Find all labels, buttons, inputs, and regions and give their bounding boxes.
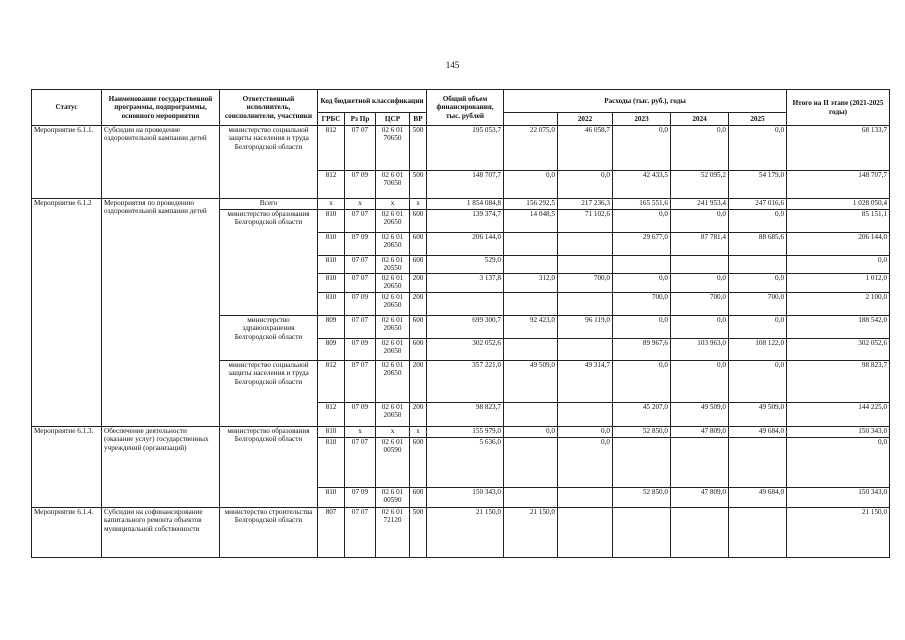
cell-y2025	[729, 256, 787, 274]
cell-grbs: 810	[318, 256, 345, 274]
cell-y2022: 700,0	[558, 274, 613, 293]
cell-vr: 200	[410, 361, 427, 403]
cell-y2021	[504, 403, 558, 427]
header-final: Итого на II этапе (2021-2025 годы)	[787, 90, 890, 126]
cell-y2022	[558, 403, 613, 427]
cell-final: 2 100,0	[787, 293, 890, 316]
cell-final: 148 707,7	[787, 171, 890, 199]
cell-total	[427, 293, 504, 316]
cell-y2025: 0,0	[729, 361, 787, 403]
cell-y2022: 71 102,6	[558, 210, 613, 233]
cell-csr: 02 6 01 00590	[376, 488, 410, 508]
cell-executor: министерство социальной защиты населения и труда Белгородской области	[220, 126, 318, 199]
cell-y2022: 0,0	[558, 427, 613, 438]
cell-csr: 02 6 01 20650	[376, 339, 410, 361]
cell-vr: х	[410, 199, 427, 210]
header-vr: ВР	[410, 113, 427, 126]
cell-y2022: 0,0	[558, 171, 613, 199]
cell-final: 150 343,0	[787, 488, 890, 508]
cell-vr: 600	[410, 233, 427, 256]
cell-total: 5 636,0	[427, 438, 504, 488]
cell-rz: 07 07	[345, 361, 376, 403]
table-row	[32, 508, 890, 558]
table-row	[32, 126, 890, 171]
header-year-blank	[504, 113, 558, 126]
cell-executor: Всего	[220, 199, 318, 210]
cell-y2024: 0,0	[671, 274, 729, 293]
cell-y2023: 0,0	[613, 274, 671, 293]
cell-y2024: 52 095,2	[671, 171, 729, 199]
cell-y2024: 0,0	[671, 361, 729, 403]
cell-y2021: 22 075,0	[504, 126, 558, 171]
cell-y2023: 700,0	[613, 293, 671, 316]
cell-rz: 07 09	[345, 403, 376, 427]
cell-grbs: 810	[318, 488, 345, 508]
cell-y2025: 0,0	[729, 210, 787, 233]
cell-grbs: х	[318, 199, 345, 210]
cell-y2023: 0,0	[613, 126, 671, 171]
cell-vr: 600	[410, 438, 427, 488]
cell-y2024	[671, 256, 729, 274]
cell-rz: 07 07	[345, 316, 376, 339]
cell-total: 3 137,8	[427, 274, 504, 293]
cell-y2021: 92 423,0	[504, 316, 558, 339]
cell-y2024: 103 963,0	[671, 339, 729, 361]
cell-y2021: 49 509,0	[504, 361, 558, 403]
cell-final: 1 012,0	[787, 274, 890, 293]
cell-vr: 500	[410, 126, 427, 171]
cell-rz: 07 07	[345, 438, 376, 488]
cell-executor: министерство строительства Белгородской области	[220, 508, 318, 558]
cell-grbs: 812	[318, 403, 345, 427]
cell-y2021: 0,0	[504, 427, 558, 438]
cell-final: 0,0	[787, 256, 890, 274]
cell-rz: 07 09	[345, 171, 376, 199]
cell-y2024: 0,0	[671, 210, 729, 233]
cell-csr: 02 6 01 20650	[376, 274, 410, 293]
header-2025: 2025	[729, 113, 787, 126]
cell-final: 1 028 050,4	[787, 199, 890, 210]
cell-y2022: 0,0	[558, 438, 613, 488]
cell-y2024: 47 809,0	[671, 427, 729, 438]
cell-final: 150 343,0	[787, 427, 890, 438]
cell-y2023	[613, 438, 671, 488]
cell-rz: 07 07	[345, 256, 376, 274]
cell-vr: 600	[410, 256, 427, 274]
cell-grbs: 809	[318, 339, 345, 361]
cell-y2023: 45 207,0	[613, 403, 671, 427]
cell-y2024: 0,0	[671, 126, 729, 171]
cell-grbs: 809	[318, 316, 345, 339]
header-csr: ЦСР	[376, 113, 410, 126]
cell-csr: 02 6 01 20650	[376, 316, 410, 339]
header-2022: 2022	[558, 113, 613, 126]
cell-total: 139 374,7	[427, 210, 504, 233]
cell-rz: 07 07	[345, 274, 376, 293]
cell-y2023: 0,0	[613, 361, 671, 403]
cell-rz: 07 09	[345, 293, 376, 316]
cell-y2021	[504, 488, 558, 508]
cell-grbs: 810	[318, 233, 345, 256]
cell-vr: 200	[410, 293, 427, 316]
header-name: Наименование государственной программы, подпрограммы, основного мероприятия	[102, 90, 220, 126]
cell-vr: 600	[410, 488, 427, 508]
cell-grbs: 812	[318, 126, 345, 171]
cell-rz: 07 07	[345, 508, 376, 558]
cell-y2022: 96 119,0	[558, 316, 613, 339]
cell-y2021	[504, 293, 558, 316]
cell-y2023	[613, 256, 671, 274]
cell-final: 144 225,0	[787, 403, 890, 427]
cell-y2024: 241 953,4	[671, 199, 729, 210]
cell-csr: 02 6 01 20650	[376, 293, 410, 316]
cell-total: 155 979,0	[427, 427, 504, 438]
cell-y2024	[671, 508, 729, 558]
cell-y2021: 312,0	[504, 274, 558, 293]
cell-rz: 07 09	[345, 339, 376, 361]
cell-vr: 600	[410, 316, 427, 339]
cell-csr: 02 6 01 20650	[376, 403, 410, 427]
cell-vr: 600	[410, 339, 427, 361]
cell-y2022	[558, 293, 613, 316]
cell-grbs: 812	[318, 171, 345, 199]
cell-status: Мероприятие 6.1.1.	[32, 126, 102, 199]
cell-y2025	[729, 438, 787, 488]
header-2023: 2023	[613, 113, 671, 126]
cell-status: Мероприятие 6.1.4.	[32, 508, 102, 558]
budget-table	[31, 89, 890, 558]
cell-y2025: 49 684,0	[729, 427, 787, 438]
cell-final: 21 150,0	[787, 508, 890, 558]
cell-total: 148 707,7	[427, 171, 504, 199]
page-number: 145	[445, 60, 460, 70]
table-row	[32, 199, 890, 210]
cell-vr: 200	[410, 403, 427, 427]
header-rz-pr: Рз Пр	[345, 113, 376, 126]
cell-y2025: 49 509,0	[729, 403, 787, 427]
cell-rz: х	[345, 427, 376, 438]
cell-status: Мероприятие 6.1.2	[32, 199, 102, 427]
cell-csr: 02 6 01 70650	[376, 126, 410, 171]
header-executor: Ответственный исполнитель, соисполнители, участники	[220, 90, 318, 126]
cell-y2021	[504, 233, 558, 256]
cell-y2023: 0,0	[613, 316, 671, 339]
cell-vr: х	[410, 427, 427, 438]
cell-y2022	[558, 339, 613, 361]
cell-y2022	[558, 233, 613, 256]
cell-name: Мероприятия по проведению оздоровительной кампании детей	[102, 199, 220, 427]
cell-grbs: 810	[318, 438, 345, 488]
cell-y2021: 0,0	[504, 171, 558, 199]
cell-grbs: 810	[318, 210, 345, 233]
cell-final: 68 133,7	[787, 126, 890, 171]
cell-y2025: 54 179,0	[729, 171, 787, 199]
cell-final: 0,0	[787, 438, 890, 488]
header-expenses: Расходы (тыс. руб.), годы	[504, 90, 787, 113]
cell-final: 188 542,0	[787, 316, 890, 339]
table-row	[32, 427, 890, 438]
cell-grbs: 812	[318, 361, 345, 403]
cell-vr: 600	[410, 210, 427, 233]
header-2024: 2024	[671, 113, 729, 126]
cell-y2021: 14 048,5	[504, 210, 558, 233]
cell-total: 195 053,7	[427, 126, 504, 171]
header-grbs: ГРБС	[318, 113, 345, 126]
cell-csr: х	[376, 199, 410, 210]
cell-total: 302 052,6	[427, 339, 504, 361]
cell-y2025: 700,0	[729, 293, 787, 316]
cell-y2021: 21 150,0	[504, 508, 558, 558]
cell-csr: 02 6 01 20650	[376, 361, 410, 403]
header-budget-code: Код бюджетной классификации	[318, 90, 427, 113]
cell-y2023: 165 551,6	[613, 199, 671, 210]
cell-y2025	[729, 508, 787, 558]
cell-final: 85 151,1	[787, 210, 890, 233]
cell-rz: 07 07	[345, 210, 376, 233]
cell-name: Субсидии на проведение оздоровительной кампании детей	[102, 126, 220, 199]
cell-total: 150 343,0	[427, 488, 504, 508]
cell-rz: 07 07	[345, 126, 376, 171]
cell-y2025: 49 684,0	[729, 488, 787, 508]
cell-y2023: 29 677,0	[613, 233, 671, 256]
cell-csr: х	[376, 427, 410, 438]
cell-y2025: 0,0	[729, 316, 787, 339]
cell-y2025: 108 122,0	[729, 339, 787, 361]
cell-y2022	[558, 488, 613, 508]
cell-vr: 500	[410, 171, 427, 199]
cell-y2023: 89 967,6	[613, 339, 671, 361]
cell-name: Обеспечение деятельности (оказание услуг) государственных учреждений (организаций)	[102, 427, 220, 508]
cell-grbs: 810	[318, 427, 345, 438]
cell-y2023: 42 433,5	[613, 171, 671, 199]
cell-executor: министерство социальной защиты населения и труда Белгородской области	[220, 361, 318, 427]
cell-csr: 02 6 01 20650	[376, 210, 410, 233]
cell-y2025: 88 685,6	[729, 233, 787, 256]
cell-vr: 200	[410, 274, 427, 293]
cell-total: 529,0	[427, 256, 504, 274]
cell-total: 98 823,7	[427, 403, 504, 427]
cell-final: 98 823,7	[787, 361, 890, 403]
cell-csr: 02 6 01 00590	[376, 438, 410, 488]
cell-status: Мероприятие 6.1.3.	[32, 427, 102, 508]
table-body	[32, 126, 890, 558]
cell-grbs: 810	[318, 274, 345, 293]
cell-grbs: 807	[318, 508, 345, 558]
cell-rz: 07 09	[345, 233, 376, 256]
cell-y2022: 49 314,7	[558, 361, 613, 403]
cell-total: 21 150,0	[427, 508, 504, 558]
cell-y2022	[558, 256, 613, 274]
cell-csr: 02 6 01 72120	[376, 508, 410, 558]
cell-y2025: 247 016,6	[729, 199, 787, 210]
cell-y2021	[504, 256, 558, 274]
cell-csr: 02 6 01 70650	[376, 171, 410, 199]
cell-y2025: 0,0	[729, 126, 787, 171]
cell-y2023: 0,0	[613, 210, 671, 233]
cell-y2024: 0,0	[671, 316, 729, 339]
cell-csr: 02 6 01 20550	[376, 256, 410, 274]
cell-y2024: 87 781,4	[671, 233, 729, 256]
cell-y2022	[558, 508, 613, 558]
cell-total: 1 854 084,8	[427, 199, 504, 210]
cell-y2022: 217 236,3	[558, 199, 613, 210]
cell-executor: министерство здравоохранения Белгородской области	[220, 316, 318, 361]
cell-y2023	[613, 508, 671, 558]
cell-y2022: 46 058,7	[558, 126, 613, 171]
cell-total: 206 144,0	[427, 233, 504, 256]
header-status: Статус	[32, 90, 102, 126]
cell-vr: 500	[410, 508, 427, 558]
cell-rz: 07 09	[345, 488, 376, 508]
cell-total: 357 221,0	[427, 361, 504, 403]
cell-executor: министерство образования Белгородской области	[220, 427, 318, 508]
cell-name: Субсидии на софинансирование капитального ремонта объектов муниципальной собственности	[102, 508, 220, 558]
cell-y2021	[504, 438, 558, 488]
cell-csr: 02 6 01 20650	[376, 233, 410, 256]
cell-y2024	[671, 438, 729, 488]
cell-y2021: 156 292,5	[504, 199, 558, 210]
cell-y2023: 52 850,0	[613, 488, 671, 508]
cell-y2021	[504, 339, 558, 361]
cell-y2023: 52 850,0	[613, 427, 671, 438]
cell-y2024: 47 809,0	[671, 488, 729, 508]
cell-y2024: 700,0	[671, 293, 729, 316]
cell-executor: министерство образования Белгородской области	[220, 210, 318, 316]
cell-total: 699 300,7	[427, 316, 504, 339]
cell-y2025: 0,0	[729, 274, 787, 293]
header-total-volume: Общий объем финансирования, тыс. рублей	[427, 90, 504, 126]
cell-y2024: 49 509,0	[671, 403, 729, 427]
cell-final: 302 052,6	[787, 339, 890, 361]
cell-final: 206 144,0	[787, 233, 890, 256]
cell-grbs: 810	[318, 293, 345, 316]
cell-rz: х	[345, 199, 376, 210]
